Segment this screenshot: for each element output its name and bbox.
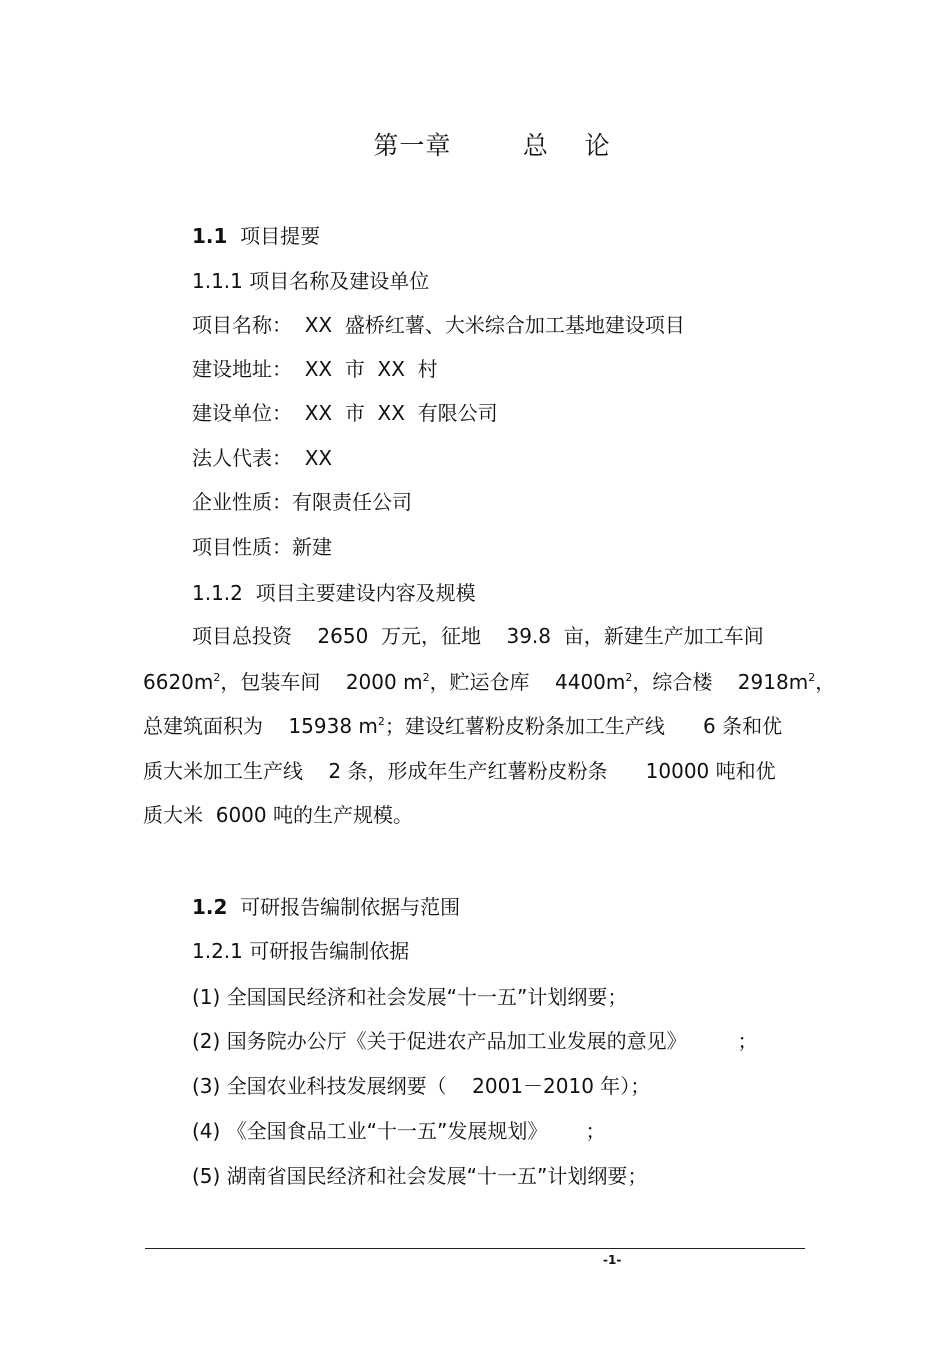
basis-item: (1) 全国国民经济和社会发展“十一五”计划纲要； — [192, 985, 628, 1009]
subsection-heading-1-1-2: 1.1.2 项目主要建设内容及规模 — [192, 581, 476, 605]
page-number: -1- — [603, 1253, 622, 1267]
superscript: 2 — [377, 715, 385, 728]
chapter-title: 第一章 总 论 — [373, 131, 611, 160]
text-run: 总建筑面积为 15938 m — [143, 714, 378, 738]
section-heading-1-1 — [192, 222, 320, 250]
superscript: 2 — [625, 671, 633, 684]
paragraph-line: 质大米 6000 吨的生产规模。 — [143, 803, 413, 827]
section-heading-1-2 — [192, 893, 460, 921]
paragraph-line — [143, 712, 782, 740]
section-title: 可研报告编制依据与范围 — [227, 895, 461, 919]
text-run: 6620m — [143, 670, 214, 694]
paragraph-line: 项目总投资 2650 万元，征地 39.8 亩，新建生产加工车间 — [192, 624, 764, 648]
basis-item: (4) 《全国食品工业“十一五”发展规划》 ； — [192, 1119, 606, 1143]
section-number: 1.2 — [192, 895, 228, 919]
legal-representative-line: 法人代表： XX — [192, 446, 333, 470]
section-title: 项目提要 — [227, 224, 321, 248]
subsection-heading-1-2-1: 1.2.1 可研报告编制依据 — [192, 939, 410, 963]
construction-unit-line: 建设单位： XX 市 XX 有限公司 — [192, 401, 498, 425]
text-run: ，贮运仓库 4400m — [429, 670, 626, 694]
text-run: ；建设红薯粉皮粉条加工生产线 6 条和优 — [384, 714, 783, 738]
text-run: ，综合楼 2918m — [632, 670, 809, 694]
project-address-line: 建设地址： XX 市 XX 村 — [192, 357, 438, 381]
text-run: ， — [815, 670, 836, 694]
superscript: 2 — [422, 671, 430, 684]
project-nature-line: 项目性质：新建 — [192, 535, 332, 559]
basis-item: (2) 国务院办公厅《关于促进农产品加工业发展的意见》 ； — [192, 1029, 758, 1053]
paragraph-line: 质大米加工生产线 2 条，形成年生产红薯粉皮粉条 10000 吨和优 — [143, 759, 776, 783]
superscript: 2 — [213, 671, 221, 684]
basis-item: (5) 湖南省国民经济和社会发展“十一五”计划纲要； — [192, 1164, 648, 1188]
superscript: 2 — [808, 671, 816, 684]
section-number: 1.1 — [192, 224, 228, 248]
text-run: ，包装车间 2000 m — [220, 670, 423, 694]
footer-divider — [145, 1248, 805, 1249]
subsection-heading-1-1-1: 1.1.1 项目名称及建设单位 — [192, 269, 430, 293]
project-name-line: 项目名称： XX 盛桥红薯、大米综合加工基地建设项目 — [192, 313, 685, 337]
paragraph-line — [143, 668, 835, 696]
enterprise-nature-line: 企业性质：有限责任公司 — [192, 490, 412, 514]
basis-item: (3) 全国农业科技发展纲要（ 2001－2010 年）； — [192, 1074, 651, 1098]
